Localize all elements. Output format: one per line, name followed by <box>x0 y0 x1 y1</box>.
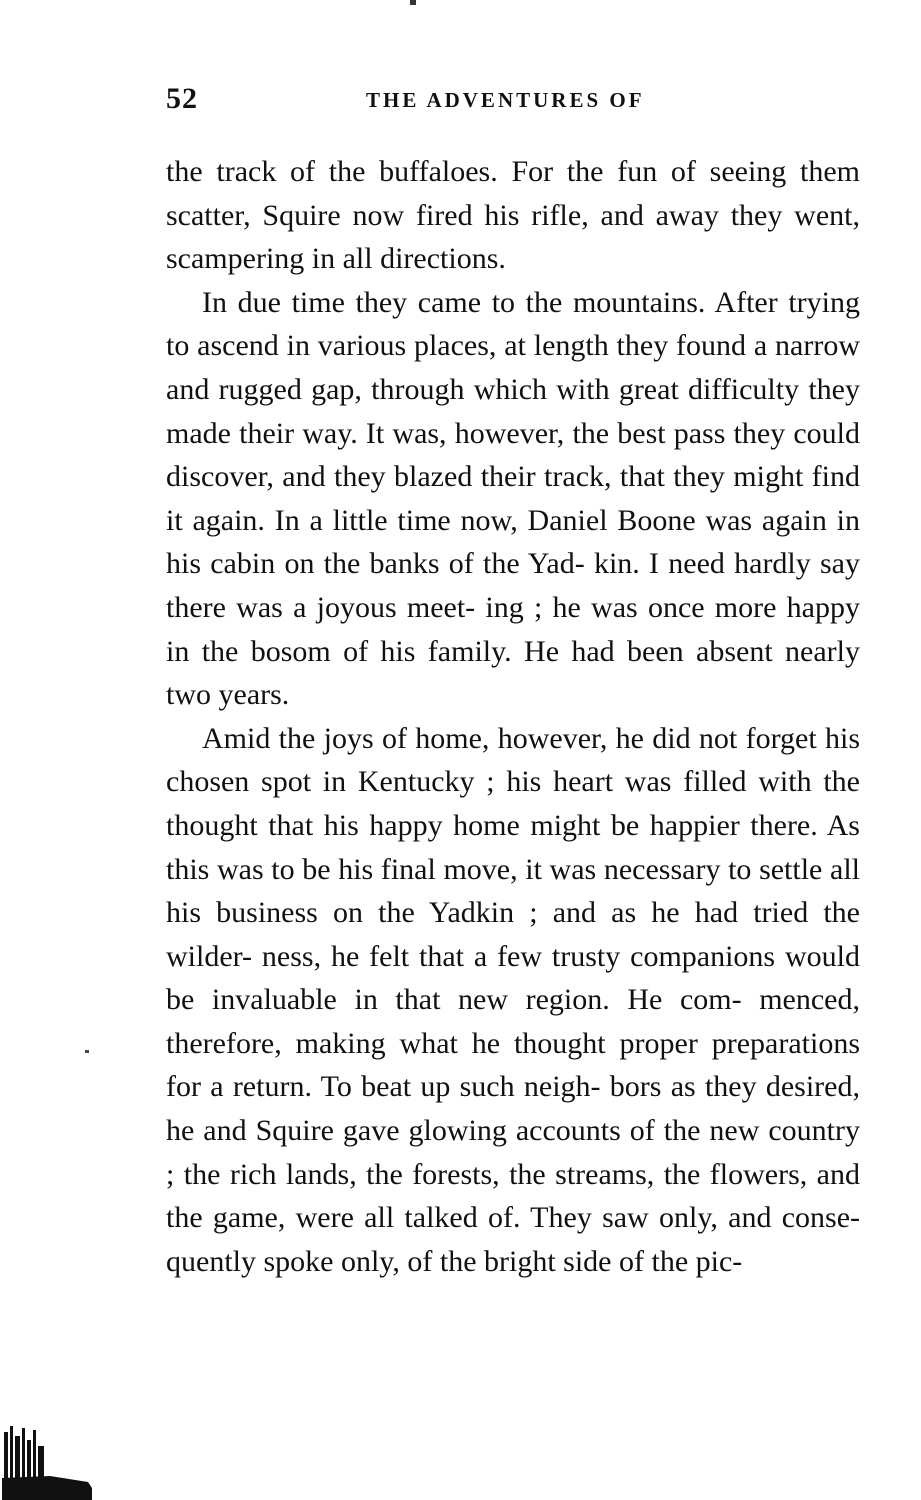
paragraph-home: Amid the joys of home, however, he did not forget his chosen spot in Kentucky ; his heart was filled with the thought that his happy home might be happier there. As this was to be his final move, it was necessary to settle all his business on the Yadkin ; and as he had tried the wilder- ness, he felt that a few trusty companions would be invaluable in that new region. He com- menced, therefore, making what he thought proper preparations for a return. To beat up such neigh- bors as they desired, he and Squire gave glowing accounts of the new country ; the rich lands, the forests, the streams, the flowers, and the game, were all talked of. They saw only, and conse- quently spoke only, of the bright side of the pic- <box>166 721 860 1278</box>
page-header <box>166 82 860 116</box>
paragraph-continuation: the track of the buffaloes. For the fun of seeing them scatter, Squire now fired his rifle, and away they went, scampering in all directions. <box>166 155 860 276</box>
body-text <box>166 150 860 1283</box>
scan-mark <box>410 0 416 5</box>
paragraph-mountains: In due time they came to the mountains. After trying to ascend in various places, at length they found a narrow and rugged gap, through which with great difficulty they made their way. It was, however, the best pass they could discover, and they blazed their track, that they might find it again. In a little time now, Daniel Boone was again in his cabin on the banks of the Yad- kin. I need hardly say there was a joyous meet- ing ; he was once more happy in the bosom of his family. He had been absent nearly two years. <box>166 285 860 712</box>
running-head: THE ADVENTURES OF <box>366 88 645 112</box>
page-number: 52 <box>166 82 198 115</box>
binding-edge-artifact <box>0 1418 92 1500</box>
scan-speck <box>85 1050 89 1053</box>
